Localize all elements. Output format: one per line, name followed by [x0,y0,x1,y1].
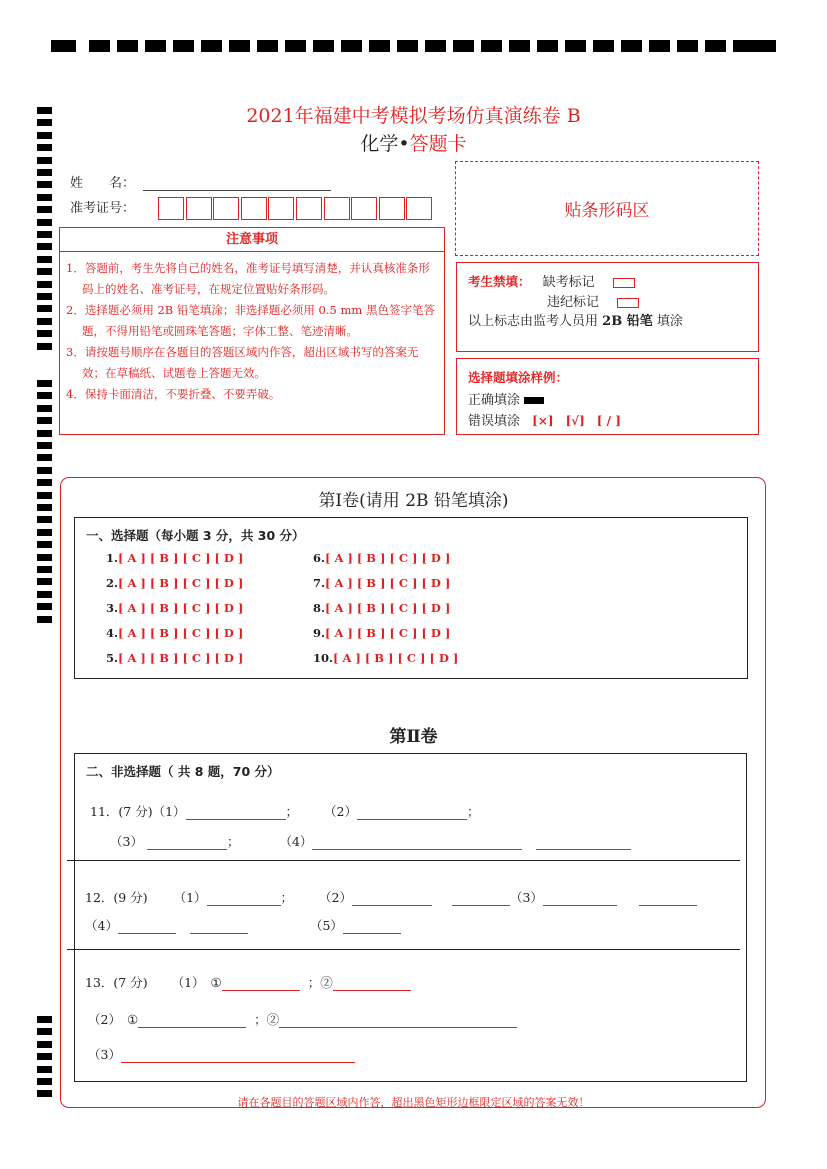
choice-question[interactable] [106,551,243,565]
timing-mark [341,40,362,52]
choice-question[interactable] [106,651,243,665]
sample-wrong-label: 错误填涂 [468,414,521,429]
choice-question[interactable] [313,551,450,565]
name-row [70,172,331,191]
question-number: 5. [106,651,119,665]
timing-mark [621,40,642,52]
choice-section-title: 一、选择题（每小题 3 分，共 30 分） [86,528,305,543]
timing-mark [37,1066,52,1073]
question-number: 6. [313,551,326,565]
q12-p4: （4） [85,918,118,933]
timing-mark [37,516,52,523]
forbidden-box [456,262,759,352]
timing-mark [89,40,110,52]
sample-correct-row [468,389,544,408]
timing-mark [509,40,530,52]
q13-c1: ① [210,975,222,990]
timing-mark [37,1053,52,1060]
forbidden-note-suffix: 填涂 [656,314,683,329]
violation-label: 违纪标记 [547,295,600,310]
answer-options[interactable]: [ A ] [ B ] [ C ] [ D ] [333,651,459,665]
choice-question[interactable] [313,601,450,615]
choice-question[interactable] [313,626,450,640]
q12-blank-7[interactable] [190,919,248,934]
q11-blank-4[interactable] [312,835,522,850]
timing-mark [425,40,446,52]
timing-mark [37,430,52,437]
divider-q12-q13 [67,949,740,950]
q12-label: 12．(9 分) [85,890,148,905]
forbidden-note [468,310,683,329]
timing-mark [51,40,76,52]
q12-p3: （3） [509,890,543,905]
footer-warning: 请在各题目的答题区域内作答，超出黑色矩形边框限定区域的答案无效！ [237,1096,590,1109]
q12-p5: （5） [309,918,343,933]
choice-question[interactable] [106,601,243,615]
q12-blank-8[interactable] [343,919,401,934]
q13-c4: ；② [254,1012,280,1027]
timing-mark [37,219,52,226]
timing-mark [37,181,52,188]
timing-mark [37,343,52,350]
absent-label: 缺考标记 [542,275,595,290]
q13-blank-3[interactable] [138,1013,246,1028]
notice-item-1: 1．答题前，考生先将自己的姓名，准考证号填写清楚，并认真核准条形码上的姓名、准考证号，在规定位置贴好条形码。 [66,261,430,296]
timing-mark [173,40,194,52]
q13-p3: （3） [88,1047,121,1062]
q11-row1 [90,802,480,820]
timing-mark [285,40,306,52]
sample-box [456,358,759,435]
part1-title: 第Ⅰ卷(请用 2B 铅笔填涂) [318,491,509,511]
subtitle [0,129,827,156]
timing-mark [229,40,250,52]
q12-blank-1[interactable] [207,891,281,906]
id-digit-cell[interactable] [379,197,405,220]
q12-semi-1: ； [280,890,294,905]
q12-row2 [85,916,401,934]
timing-mark [565,40,586,52]
timing-mark [649,40,670,52]
timing-mark [37,293,52,300]
id-digit-cell[interactable] [351,197,377,220]
sample-wrong-row [468,410,621,429]
forbidden-row-violation [547,291,639,310]
question-number: 7. [313,576,326,590]
answer-options[interactable]: [ A ] [ B ] [ C ] [ D ] [118,576,244,590]
timing-mark [37,454,52,461]
sample-correct-label: 正确填涂 [468,393,521,408]
timing-mark [37,616,52,623]
q12-blank-5[interactable] [639,891,697,906]
timing-mark [201,40,222,52]
q11-label: 11．(7 分) [90,804,153,819]
id-cells[interactable] [158,197,434,220]
question-number: 8. [313,601,326,615]
q13-p2: （2） [88,1012,121,1027]
id-digit-cell[interactable] [406,197,432,220]
q11-semi-1: ； [285,804,299,819]
timing-mark [749,40,776,52]
q12-blank-6[interactable] [118,919,176,934]
q11-p2: （2） [324,804,357,819]
timing-mark [37,1028,52,1035]
timing-mark [37,1078,52,1085]
subtitle-suffix: 答题卡 [409,133,467,155]
question-number: 9. [313,626,326,640]
q13-blank-1[interactable] [222,976,300,991]
question-number: 3. [106,601,119,615]
id-digit-cell[interactable] [268,197,294,220]
q11-semi-3: ； [226,834,240,849]
timing-mark [37,405,52,412]
timing-mark [37,281,52,288]
notice-item-3: 3．请按题号顺序在各题目的答题区域内作答，超出区域书写的答案无效；在草稿纸、试题卷上答题无效。 [66,345,419,380]
timing-mark [37,194,52,201]
violation-mark[interactable] [617,298,639,308]
question-number: 4. [106,626,119,640]
id-digit-cell[interactable] [213,197,239,220]
id-digit-cell[interactable] [158,197,184,220]
q13-blank-5[interactable] [121,1048,355,1063]
timing-mark [37,529,52,536]
forbidden-title: 考生禁填： [468,274,531,289]
timing-mark [37,578,52,585]
q11-blank-2[interactable] [357,805,467,820]
timing-mark [705,40,726,52]
forbidden-note-bold: 2B 铅笔 [602,314,653,329]
q13-c2: ；② [307,975,333,990]
timing-mark [37,442,52,449]
absent-mark[interactable] [613,278,635,288]
timing-mark [37,566,52,573]
timing-mark [37,417,52,424]
q11-p1: （1） [152,804,186,819]
answer-options[interactable]: [ A ] [ B ] [ C ] [ D ] [325,576,451,590]
sample-wrong-marks: [×] [√] [ / ] [532,414,621,428]
q13-label: 13．(7 分) [85,975,148,990]
page-title: 2021年福建中考模拟考场仿真演练卷 B [246,105,581,127]
timing-mark [37,392,52,399]
q11-row2 [110,832,631,850]
id-digit-cell[interactable] [186,197,212,220]
divider-q11-q12 [67,860,740,861]
timing-mark [313,40,334,52]
barcode-area [455,161,759,256]
q11-blank-5[interactable] [536,835,631,850]
timing-mark [37,541,52,548]
q11-blank-1[interactable] [186,805,286,820]
timing-mark [37,243,52,250]
q11-p4: （4） [279,834,313,849]
timing-mark [37,318,52,325]
timing-mark [481,40,502,52]
timing-mark [37,1041,52,1048]
timing-mark [37,157,52,164]
answer-options[interactable]: [ A ] [ B ] [ C ] [ D ] [325,551,451,565]
choice-question[interactable] [106,626,243,640]
id-digit-cell[interactable] [296,197,322,220]
timing-mark [37,603,52,610]
sample-title: 选择题填涂样例： [468,370,569,385]
choice-question[interactable] [106,576,243,590]
notice-item-2: 2．选择题必须用 2B 铅笔填涂；非选择题必须用 0.5 mm 黑色签字笔答题，不得用铅笔或圆珠笔答题；字体工整、笔迹清晰。 [66,303,435,338]
part2-title: 第Ⅱ卷 [389,727,438,747]
timing-mark [37,554,52,561]
q12-blank-4[interactable] [543,891,617,906]
q13-row2 [88,1010,517,1028]
question-number: 1. [106,551,119,565]
q11-semi-2: ； [467,804,480,819]
timing-mark [453,40,474,52]
q12-p2: （2） [319,890,352,905]
id-label: 准考证号： [70,201,136,216]
q13-row1 [85,973,411,991]
notice-list [60,252,444,405]
name-field[interactable] [143,176,331,191]
timing-mark [257,40,278,52]
question-number: 10. [313,651,334,665]
q13-row3 [88,1045,355,1063]
timing-mark [397,40,418,52]
timing-mark [677,40,698,52]
filled-mark [524,397,544,404]
forbidden-note-prefix: 以上标志由监考人员用 [468,314,599,329]
id-digit-cell[interactable] [241,197,267,220]
q11-p3: （3） [110,834,143,849]
answer-options[interactable]: [ A ] [ B ] [ C ] [ D ] [118,551,244,565]
timing-mark [37,467,52,474]
answer-options[interactable]: [ A ] [ B ] [ C ] [ D ] [118,651,244,665]
timing-mark [37,231,52,238]
timing-mark [37,330,52,337]
timing-mark [369,40,390,52]
notice-title: 注意事项 [60,228,444,252]
notice-item-4: 4．保持卡面清洁，不要折叠、不要弄破。 [66,387,281,401]
choice-question[interactable] [313,651,458,665]
timing-mark [593,40,614,52]
choice-question[interactable] [313,576,450,590]
timing-mark [37,169,52,176]
id-digit-cell[interactable] [324,197,350,220]
q12-row1 [85,888,697,906]
nonchoice-section-title: 二、非选择题（ 共 8 题，70 分） [86,764,280,779]
timing-mark [37,1016,52,1023]
name-label: 姓 名： [70,176,136,191]
timing-mark [117,40,138,52]
q11-blank-3[interactable] [147,835,227,850]
notice-box [59,227,445,435]
timing-mark [37,268,52,275]
q13-blank-4[interactable] [279,1013,517,1028]
question-number: 2. [106,576,119,590]
subtitle-prefix: 化学• [360,133,410,155]
answer-options[interactable]: [ A ] [ B ] [ C ] [ D ] [118,601,244,615]
q13-blank-2[interactable] [333,976,411,991]
q12-blank-2[interactable] [352,891,432,906]
barcode-area-label: 贴条形码区 [564,201,650,221]
timing-mark [37,380,52,387]
forbidden-row-absent [468,271,635,290]
timing-mark [37,305,52,312]
answer-options[interactable]: [ A ] [ B ] [ C ] [ D ] [325,601,451,615]
q12-blank-3[interactable] [452,891,510,906]
q13-p1: （1） [171,975,205,990]
q12-p1: （1） [173,890,207,905]
timing-mark [37,206,52,213]
answer-options[interactable]: [ A ] [ B ] [ C ] [ D ] [118,626,244,640]
q13-c3: ① [126,1012,139,1027]
timing-mark [37,256,52,263]
timing-mark [145,40,166,52]
timing-mark [37,591,52,598]
timing-mark [537,40,558,52]
answer-options[interactable]: [ A ] [ B ] [ C ] [ D ] [325,626,451,640]
